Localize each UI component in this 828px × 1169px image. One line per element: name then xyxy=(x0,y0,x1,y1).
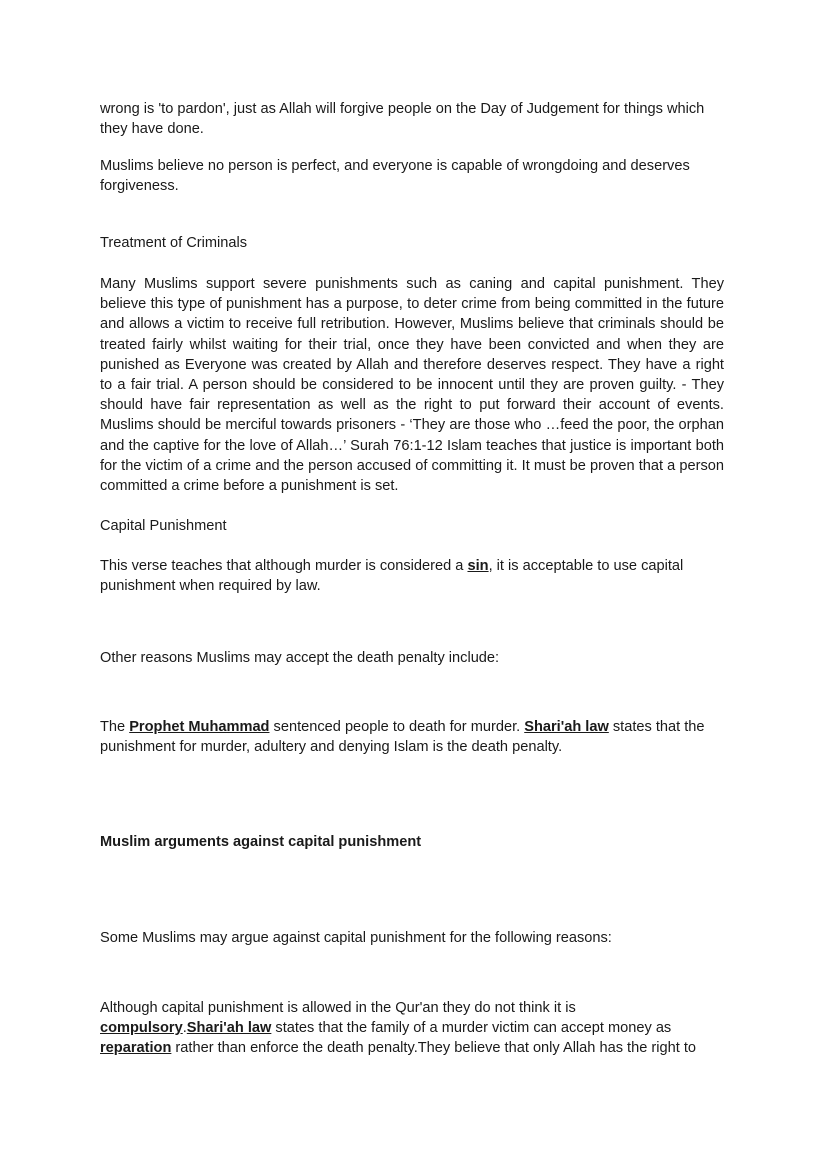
heading-capital-punishment: Capital Punishment xyxy=(100,518,227,534)
paragraph-other-reasons: Other reasons Muslims may accept the death penalty include: xyxy=(100,650,500,666)
link-shariah-law-2[interactable]: Shari'ah law xyxy=(186,1020,272,1037)
paragraph-verse-teaching xyxy=(100,556,720,596)
link-shariah-law[interactable]: Shari'ah law xyxy=(524,719,609,735)
prophet-text-1: The xyxy=(100,719,130,735)
prophet-text-3: states that the punishment for murder, adultery and denying Islam is the death penalty. xyxy=(100,719,705,756)
final-text-2: . xyxy=(182,1020,187,1037)
link-prophet-muhammad[interactable]: Prophet Muhammad xyxy=(129,719,270,735)
link-compulsory[interactable]: compulsory xyxy=(100,1020,183,1037)
paragraph-treatment-of-criminals: Many Muslims support severe punishments such as caning and capital punishment. They believe this type of punishment has a purpose, to deter crime from being committed in the future and allows a victim to receive full retribution. However, Muslims believe that criminals should be treated fairly whilst waiting for their trial, once they have been convicted and when they are punished as Everyone was created by Allah and therefore deserves respect. They have a right to a fair trial. A person should be considered to be innocent until they are proven guilty. - They should have fair representation as well as the right to put forward their account of events. Muslims should be merciful towards prisoners - ‘They are those who …feed the poor, the orphan and the captive for the love of Allah…’ Surah 76:1-12 Islam teaches that justice is important both for the victim of a crime and the person accused of committing it. It must be proven that a person committed a crime before a punishment is set. xyxy=(100,276,724,495)
paragraph-not-compulsory xyxy=(100,998,730,1059)
verse-text-1: This verse teaches that although murder is considered a xyxy=(100,558,468,574)
paragraph-prophet-muhammad xyxy=(100,717,720,757)
final-text-3: states that the family of a murder victim can accept money as xyxy=(271,1020,672,1037)
paragraph-no-person-perfect: Muslims believe no person is perfect, and everyone is capable of wrongdoing and deserves forgiveness. xyxy=(100,158,690,195)
final-text-1: Although capital punishment is allowed in the Qur'an they do not think it is xyxy=(100,1000,576,1016)
heading-treatment-of-criminals: Treatment of Criminals xyxy=(100,235,248,251)
link-reparation[interactable]: reparation xyxy=(100,1040,172,1057)
link-sin[interactable]: sin xyxy=(467,558,489,574)
heading-arguments-against: Muslim arguments against capital punishment xyxy=(100,834,422,850)
prophet-text-2: sentenced people to death for murder. xyxy=(269,719,525,735)
paragraph-some-muslims-argue: Some Muslims may argue against capital punishment for the following reasons: xyxy=(100,930,612,946)
verse-text-2: , it is acceptable to use capital punishment when required by law. xyxy=(100,558,684,595)
final-text-4: rather than enforce the death penalty.They believe that only Allah has the right to xyxy=(171,1040,697,1057)
paragraph-forgiveness: wrong is 'to pardon', just as Allah will forgive people on the Day of Judgement for things which they have done. xyxy=(100,101,705,138)
